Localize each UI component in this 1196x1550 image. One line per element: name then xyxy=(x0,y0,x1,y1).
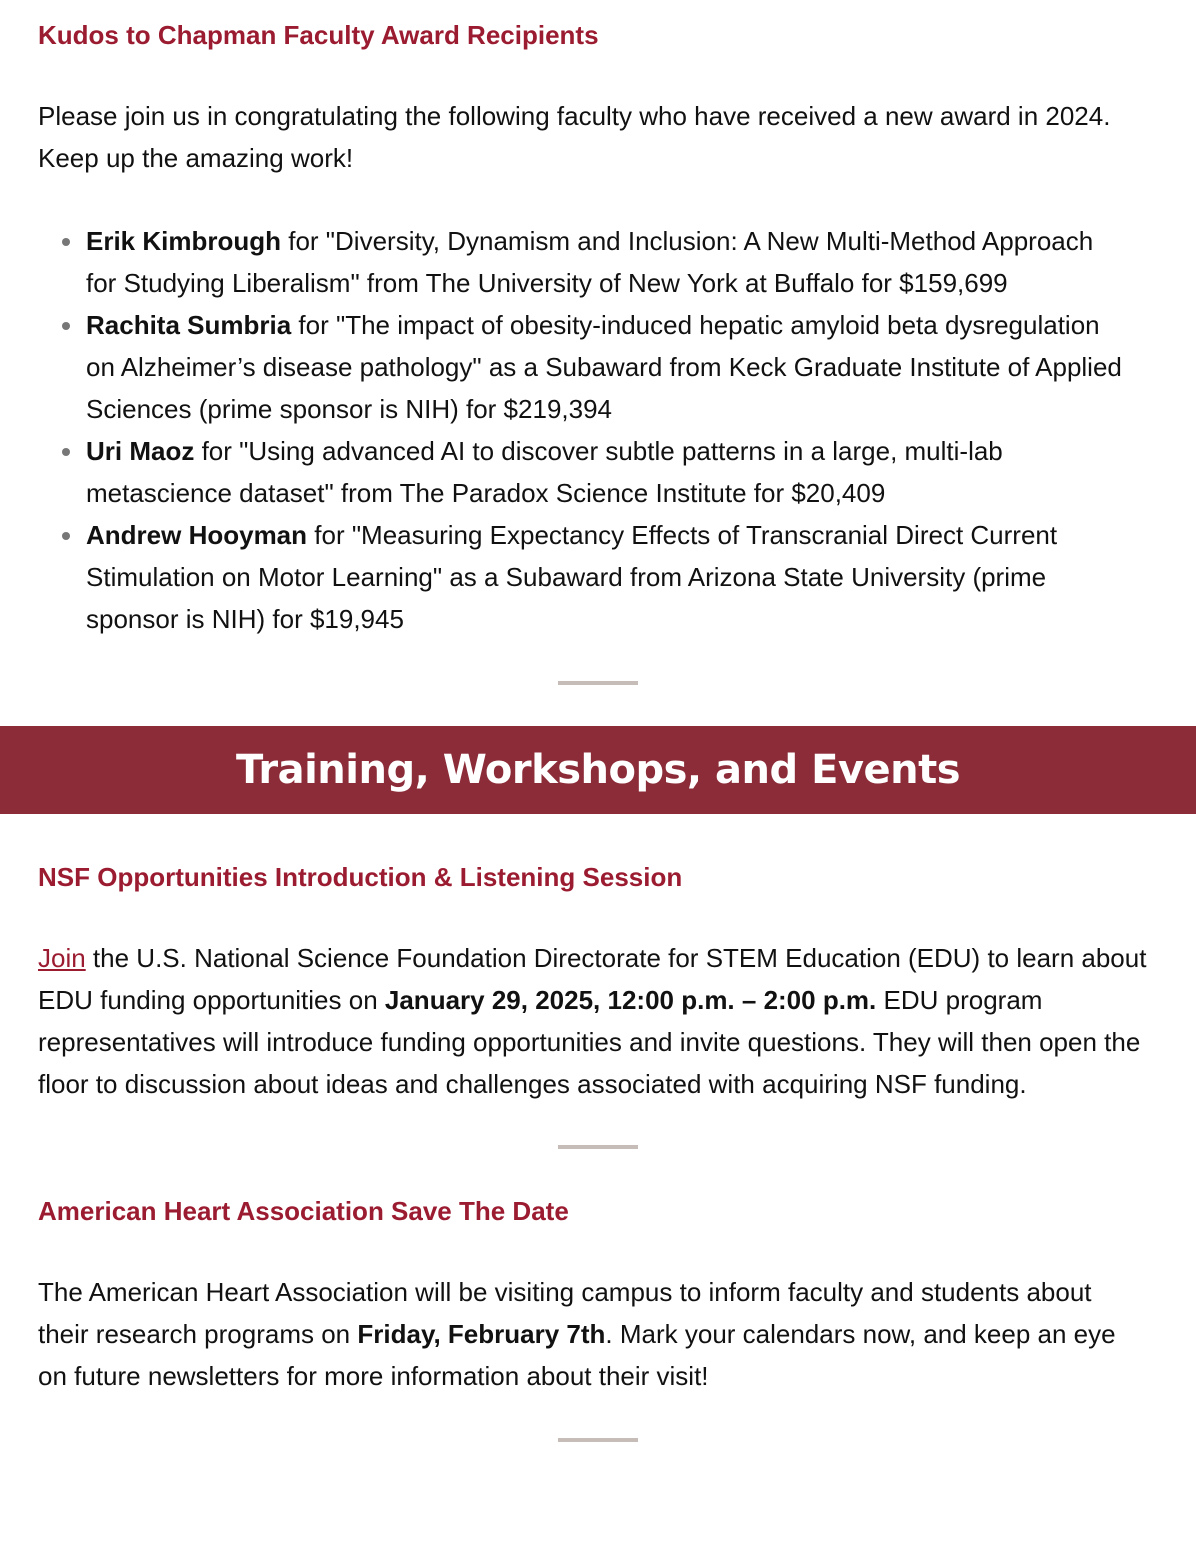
kudos-heading: Kudos to Chapman Faculty Award Recipients xyxy=(38,20,599,50)
aha-description xyxy=(38,1271,1158,1397)
award-item xyxy=(86,514,1158,640)
nsf-join-link[interactable]: Join xyxy=(38,943,86,973)
award-details: for "Diversity, Dynamism and Inclusion: A New Multi-Method Approach for Studying Liberalism" from The University of New York at Buffalo for $159,699 xyxy=(86,226,1094,298)
aha-text-before-date: The American Heart Association will be visiting campus to inform faculty and students about their research programs on xyxy=(38,1277,1092,1349)
nsf-section xyxy=(0,814,1196,1105)
award-item xyxy=(86,220,1158,304)
nsf-heading: NSF Opportunities Introduction & Listening Session xyxy=(38,862,683,892)
section-divider xyxy=(558,1438,638,1442)
award-details: for "Measuring Expectancy Effects of Transcranial Direct Current Stimulation on Motor Learning" as a Subaward from Arizona State University (prime sponsor is NIH) for $19,945 xyxy=(86,520,1058,634)
section-divider xyxy=(558,681,638,685)
aha-text-after-date: . Mark your calendars now, and keep an eye on future newsletters for more information about their visit! xyxy=(38,1319,1116,1391)
events-banner xyxy=(0,726,1196,814)
award-details: for "The impact of obesity-induced hepatic amyloid beta dysregulation on Alzheimer’s disease pathology" as a Subaward from Keck Graduate Institute of Applied Sciences (prime sponsor is NIH) for $219,394 xyxy=(86,310,1122,424)
award-recipient-name: Rachita Sumbria xyxy=(86,310,292,340)
award-item xyxy=(86,430,1158,514)
kudos-intro: Please join us in congratulating the following faculty who have received a new award in 2024. Keep up the amazing work! xyxy=(38,101,1111,173)
award-recipient-name: Erik Kimbrough xyxy=(86,226,282,256)
kudos-section xyxy=(0,0,1196,640)
awards-list xyxy=(38,220,1158,640)
nsf-text-after-date: EDU program representatives will introduce funding opportunities and invite questions. They will then open the floor to discussion about ideas and challenges associated with acquiring NSF funding. xyxy=(38,985,1141,1099)
aha-section xyxy=(0,1149,1196,1397)
award-item xyxy=(86,304,1158,430)
aha-event-date: Friday, February 7th xyxy=(357,1319,606,1349)
award-recipient-name: Andrew Hooyman xyxy=(86,520,308,550)
aha-heading: American Heart Association Save The Date xyxy=(38,1196,569,1226)
award-details: for "Using advanced AI to discover subtle patterns in a large, multi-lab metascience dataset" from The Paradox Science Institute for $20,409 xyxy=(86,436,1003,508)
events-banner-title: Training, Workshops, and Events xyxy=(235,747,961,793)
award-recipient-name: Uri Maoz xyxy=(86,436,195,466)
nsf-text-before-date: the U.S. National Science Foundation Directorate for STEM Education (EDU) to learn about EDU funding opportunities on xyxy=(38,943,1147,1015)
nsf-description xyxy=(38,937,1158,1105)
nsf-event-date: January 29, 2025, 12:00 p.m. – 2:00 p.m. xyxy=(384,985,877,1015)
